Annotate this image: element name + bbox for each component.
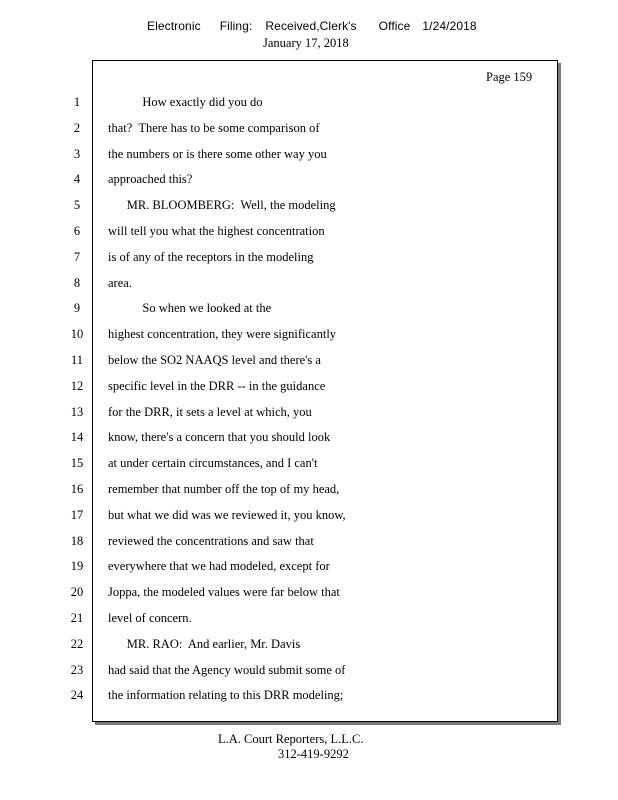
footer-company: L.A. Court Reporters, L.L.C. — [218, 732, 364, 746]
filing-word-electronic: Electronic — [147, 19, 201, 33]
line-text: So when we looked at the — [108, 301, 272, 316]
line-number: 5 — [73, 198, 81, 213]
line-number: 3 — [73, 146, 81, 161]
filing-stamp — [147, 19, 477, 33]
line-number: 9 — [73, 301, 81, 316]
filing-word-filing: Filing: — [219, 19, 253, 33]
line-text: MR. BLOOMBERG: Well, the modeling — [108, 198, 336, 213]
line-number: 24 — [70, 688, 84, 703]
line-number: 17 — [70, 507, 84, 522]
line-text: remember that number off the top of my head, — [108, 482, 340, 496]
line-number: 16 — [70, 482, 84, 496]
line-text: will tell you what the highest concentration — [108, 224, 325, 238]
footer-phone: 312-419-9292 — [278, 747, 349, 761]
line-number: 12 — [70, 378, 84, 393]
line-text: specific level in the DRR -- in the guidance — [108, 378, 326, 393]
line-text: approached this? — [108, 172, 193, 187]
filing-word-received: Received,Clerk's — [265, 19, 357, 33]
line-text: below the SO2 NAAQS level and there's a — [108, 353, 321, 367]
line-number: 14 — [70, 430, 84, 445]
line-number: 13 — [70, 404, 84, 419]
line-number: 6 — [73, 224, 81, 238]
line-number: 7 — [73, 249, 81, 264]
line-number: 8 — [73, 275, 81, 290]
line-text: at under certain circumstances, and I can't — [108, 456, 318, 471]
line-text: know, there's a concern that you should look — [108, 430, 331, 445]
line-number: 11 — [70, 353, 84, 367]
line-number: 19 — [70, 559, 84, 574]
line-number: 18 — [70, 533, 84, 548]
page-number: Page 159 — [486, 70, 533, 84]
line-number: 22 — [70, 636, 84, 651]
line-number: 15 — [70, 456, 84, 471]
line-number: 23 — [70, 662, 84, 677]
filing-word-office: Office — [378, 19, 411, 33]
line-text: for the DRR, it sets a level at which, you — [108, 404, 312, 419]
line-number: 1 — [73, 95, 81, 109]
line-number: 10 — [70, 327, 84, 342]
filing-word-date: 1/24/2018 — [422, 19, 477, 33]
line-number: 2 — [73, 120, 81, 135]
line-text: everywhere that we had modeled, except for — [108, 559, 330, 574]
line-number: 4 — [73, 172, 81, 187]
line-text: the information relating to this DRR modeling; — [108, 688, 344, 703]
line-number: 21 — [70, 611, 84, 625]
transcript-date: January 17, 2018 — [263, 36, 349, 50]
line-text: is of any of the receptors in the modeling — [108, 249, 314, 264]
line-text: Joppa, the modeled values were far below that — [108, 585, 340, 600]
line-text: How exactly did you do — [108, 95, 263, 109]
line-text: but what we did was we reviewed it, you know, — [108, 507, 346, 522]
line-text: had said that the Agency would submit some of — [108, 662, 346, 677]
line-text: highest concentration, they were significantly — [108, 327, 337, 342]
line-text: the numbers or is there some other way you — [108, 146, 327, 161]
line-text: reviewed the concentrations and saw that — [108, 533, 314, 548]
line-text: level of concern. — [108, 611, 192, 625]
line-text: area. — [108, 275, 132, 290]
line-text: that? There has to be some comparison of — [108, 120, 320, 135]
line-number: 20 — [70, 585, 84, 600]
line-text: MR. RAO: And earlier, Mr. Davis — [108, 636, 301, 651]
